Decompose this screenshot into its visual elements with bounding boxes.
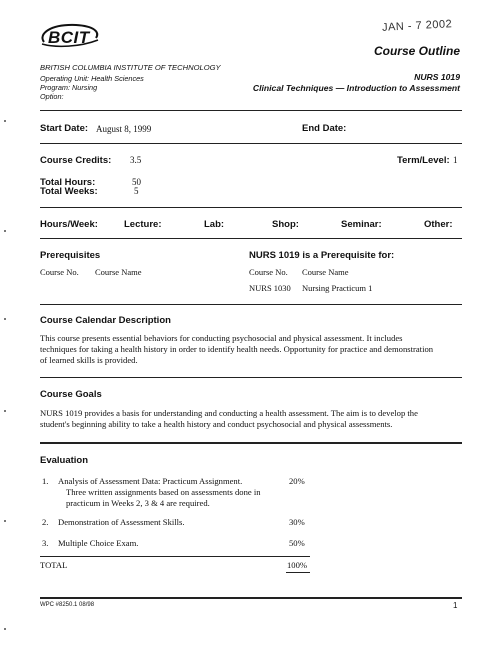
institute-name: BRITISH COLUMBIA INSTITUTE OF TECHNOLOGY xyxy=(40,63,221,72)
start-date-label: Start Date: xyxy=(40,123,89,134)
prereq-col-no: Course No. xyxy=(40,267,79,277)
eval-item-2-text: Demonstration of Assessment Skills. xyxy=(58,517,185,527)
calendar-description xyxy=(40,333,465,366)
credits-divider xyxy=(40,207,462,208)
eval-item-1-num: 1. xyxy=(42,476,49,486)
prereq-for-heading: NURS 1019 is a Prerequisite for: xyxy=(249,250,395,261)
total-weeks-value: 5 xyxy=(134,186,139,196)
calendar-line: This course presents essential behaviors for conducting psychosocial and physical assessment. It includes xyxy=(40,333,403,343)
eval-item-3-num: 3. xyxy=(42,538,49,548)
end-date-label: End Date: xyxy=(302,123,347,134)
course-title: Clinical Techniques — Introduction to Assessment xyxy=(252,83,460,93)
evaluation-total-label: TOTAL xyxy=(40,560,68,570)
shop-label: Shop: xyxy=(272,219,299,230)
footer-divider xyxy=(40,597,462,599)
hours-week-label: Hours/Week: xyxy=(40,219,98,230)
term-level-value: 1 xyxy=(453,155,458,165)
other-label: Other: xyxy=(424,219,453,230)
total-weeks-label: Total Weeks: xyxy=(40,186,98,197)
seminar-label: Seminar: xyxy=(341,219,382,230)
eval-item-3-pct: 50% xyxy=(289,538,305,548)
margin-speck xyxy=(4,318,6,320)
margin-speck xyxy=(4,120,6,122)
goals-line: NURS 1019 provides a basis for understanding and conducting a health assessment. The aim is to develop the xyxy=(40,408,418,418)
logo-text: BCIT xyxy=(48,28,90,47)
dates-divider xyxy=(40,143,462,144)
prereq-for-col-no: Course No. xyxy=(249,267,288,277)
eval-item-2-pct: 30% xyxy=(289,517,305,527)
goals-heading: Course Goals xyxy=(40,389,102,400)
eval-item-1-text: Analysis of Assessment Data: Practicum Assignment. xyxy=(58,476,243,486)
eval-item-3-text: Multiple Choice Exam. xyxy=(58,538,139,548)
prerequisites-heading: Prerequisites xyxy=(40,250,101,261)
total-hours-label: Total Hours: xyxy=(40,177,96,188)
prereq-for-course-name: Nursing Practicum 1 xyxy=(302,283,373,293)
eval-item-1-sub xyxy=(66,487,261,509)
eval-item-1-sub-line: practicum in Weeks 2, 3 & 4 are required. xyxy=(66,498,210,508)
operating-unit: Operating Unit: Health Sciences xyxy=(40,74,144,83)
term-level-label: Term/Level: xyxy=(397,155,450,166)
start-date-value: August 8, 1999 xyxy=(96,124,152,134)
margin-speck xyxy=(4,230,6,232)
course-code: NURS 1019 xyxy=(414,72,460,82)
program: Program: Nursing xyxy=(40,83,98,92)
goals-description xyxy=(40,408,465,430)
page-number: 1 xyxy=(453,601,458,610)
bcit-logo xyxy=(36,20,96,62)
calendar-line: of learned skills is provided. xyxy=(40,355,138,365)
received-stamp: JAN - 7 2002 xyxy=(381,18,453,34)
eval-item-1-sub-line: Three written assignments based on assessments done in xyxy=(66,487,261,497)
lab-label: Lab: xyxy=(204,219,225,230)
calendar-line: techniques for taking a health history in order to identify health needs. Opportunity for practice and demonstration xyxy=(40,344,434,354)
prereq-col-name: Course Name xyxy=(95,267,142,277)
eval-item-1-pct: 20% xyxy=(289,476,305,486)
prereq-divider xyxy=(40,304,462,305)
prereq-for-col-name: Course Name xyxy=(302,267,349,277)
header-divider xyxy=(40,110,462,111)
goals-line: student's beginning ability to take a health history and conduct psychosocial and physical assessments. xyxy=(40,419,393,429)
document-type: Course Outline xyxy=(373,44,460,58)
total-hours-value: 50 xyxy=(132,177,141,187)
evaluation-total-value: 100% xyxy=(287,560,308,570)
margin-speck xyxy=(4,410,6,412)
form-number: WPC #8250.1 08/98 xyxy=(40,602,95,608)
lecture-label: Lecture: xyxy=(124,219,162,230)
course-credits-label: Course Credits: xyxy=(40,155,112,166)
hours-divider xyxy=(40,238,462,239)
goals-divider xyxy=(40,442,462,444)
evaluation-heading: Evaluation xyxy=(40,455,89,466)
prereq-for-course-no: NURS 1030 xyxy=(249,283,291,293)
eval-item-2-num: 2. xyxy=(42,517,49,527)
course-credits-value: 3.5 xyxy=(130,155,142,165)
calendar-divider xyxy=(40,377,462,378)
margin-speck xyxy=(4,628,6,630)
margin-speck xyxy=(4,520,6,522)
option: Option: xyxy=(40,92,64,101)
calendar-heading: Course Calendar Description xyxy=(40,315,171,326)
evaluation-total-rule xyxy=(40,556,310,557)
evaluation-total-underline xyxy=(286,572,310,573)
